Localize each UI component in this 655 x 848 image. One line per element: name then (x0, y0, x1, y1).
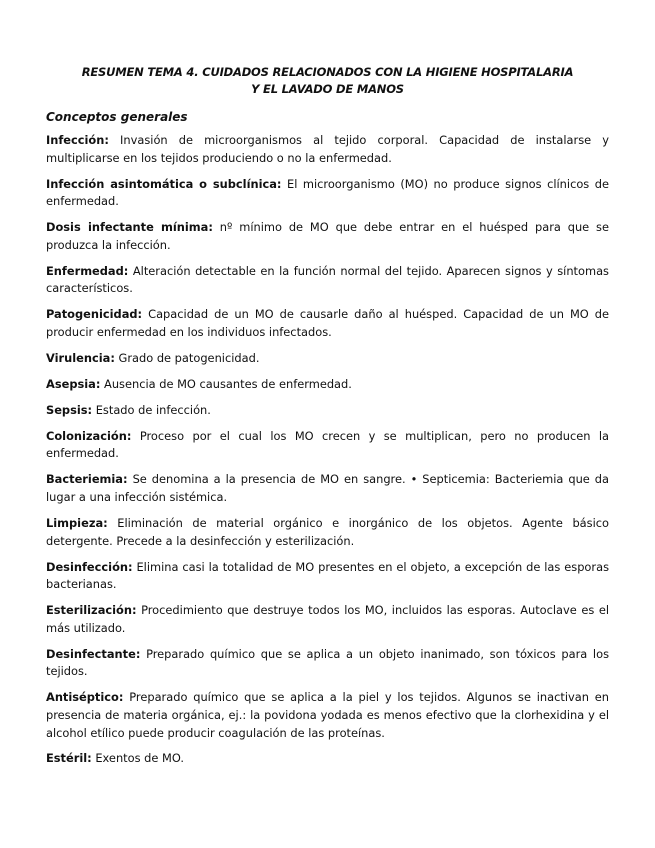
definition-text: nº mínimo de MO que debe entrar en el huésped para que se produzca la infección. (46, 220, 609, 252)
definition-text: Ausencia de MO causantes de enfermedad. (104, 376, 352, 391)
definition-term: Limpieza: (46, 516, 108, 530)
definition-text: Alteración detectable en la función normal del tejido. Aparecen signos y síntomas característicos. (46, 263, 609, 296)
definition-text: Eliminación de material orgánico e inorgánico de los objetos. Agente básico detergente. Precede a la desinfección y esterilización. (46, 516, 609, 548)
definition-text: Grado de patogenicidad. (118, 350, 260, 365)
definition-term: Desinfectante: (46, 646, 141, 661)
definition-term: Esterilización: (46, 603, 137, 618)
definition-colonizacion (46, 428, 609, 463)
definition-bacteriemia (46, 471, 609, 506)
definition-term: Infección: (46, 133, 109, 147)
definition-text: El microorganismo (MO) no produce signos clínicos de enfermedad. (46, 176, 609, 209)
definition-sepsis (46, 402, 609, 420)
definition-term: Patogenicidad: (46, 307, 143, 322)
definition-infeccion (46, 132, 609, 167)
definition-text: Elimina casi la totalidad de MO presentes en el objeto, a excepción de las esporas bacterianas. (46, 559, 609, 592)
definition-text: Invasión de microorganismos al tejido corporal. Capacidad de instalarse y multiplicarse en los tejidos produciendo o no la enfermedad. (46, 133, 609, 165)
definition-infeccion-asintomatica (46, 176, 609, 211)
title-line-1: RESUMEN TEMA 4. CUIDADOS RELACIONADOS CON LA HIGIENE HOSPITALARIA (81, 65, 574, 79)
definition-text: Se denomina a la presencia de MO en sangre. • Septicemia: Bacteriemia que da lugar a una infección sistémica. (46, 472, 609, 505)
definitions-list (46, 132, 609, 768)
definition-term: Enfermedad: (46, 263, 129, 278)
definition-text: Exentos de MO. (95, 751, 184, 766)
definition-text: Proceso por el cual los MO crecen y se multiplican, pero no producen la enfermedad. (46, 428, 609, 461)
definition-text: Procedimiento que destruye todos los MO, incluidos las esporas. Autoclave es el más utilizado. (46, 603, 609, 635)
definition-term: Desinfección: (46, 559, 133, 574)
definition-term: Asepsia: (46, 376, 101, 391)
document-title (46, 64, 609, 98)
definition-text: Preparado químico que se aplica a la piel y los tejidos. Algunos se inactivan en presencia de materia orgánica, ej.: la povidona yodada es menos efectivo que la clorhexidina y el alcohol etílico puede producir coagulación de las proteínas. (46, 690, 609, 740)
definition-limpieza (46, 515, 609, 550)
definition-term: Virulencia: (46, 350, 115, 365)
definition-term: Dosis infectante mínima: (46, 220, 213, 235)
definition-term: Infección asintomática o subclínica: (46, 176, 282, 191)
definition-asepsia (46, 376, 609, 394)
definition-term: Sepsis: (46, 402, 93, 417)
definition-text: Preparado químico que se aplica a un objeto inanimado, son tóxicos para los tejidos. (46, 646, 609, 679)
definition-antiseptico (46, 689, 609, 742)
definition-desinfeccion (46, 559, 609, 594)
title-line-2: Y EL LAVADO DE MANOS (251, 82, 404, 96)
definition-dosis-infectante (46, 219, 609, 254)
definition-esterilizacion (46, 602, 609, 637)
definition-text: Capacidad de un MO de causarle daño al huésped. Capacidad de un MO de producir enfermedad en los individuos infectados. (46, 307, 609, 339)
definition-term: Antiséptico: (46, 690, 124, 705)
definition-text: Estado de infección. (95, 402, 211, 417)
section-heading: Conceptos generales (46, 110, 188, 124)
definition-term: Bacteriemia: (46, 472, 128, 487)
definition-term: Colonización: (46, 428, 132, 443)
definition-virulencia (46, 350, 609, 368)
definition-patogenicidad (46, 306, 609, 341)
definition-term: Estéril: (46, 751, 92, 766)
definition-esteril (46, 750, 609, 768)
definition-enfermedad (46, 263, 609, 298)
definition-desinfectante (46, 646, 609, 681)
